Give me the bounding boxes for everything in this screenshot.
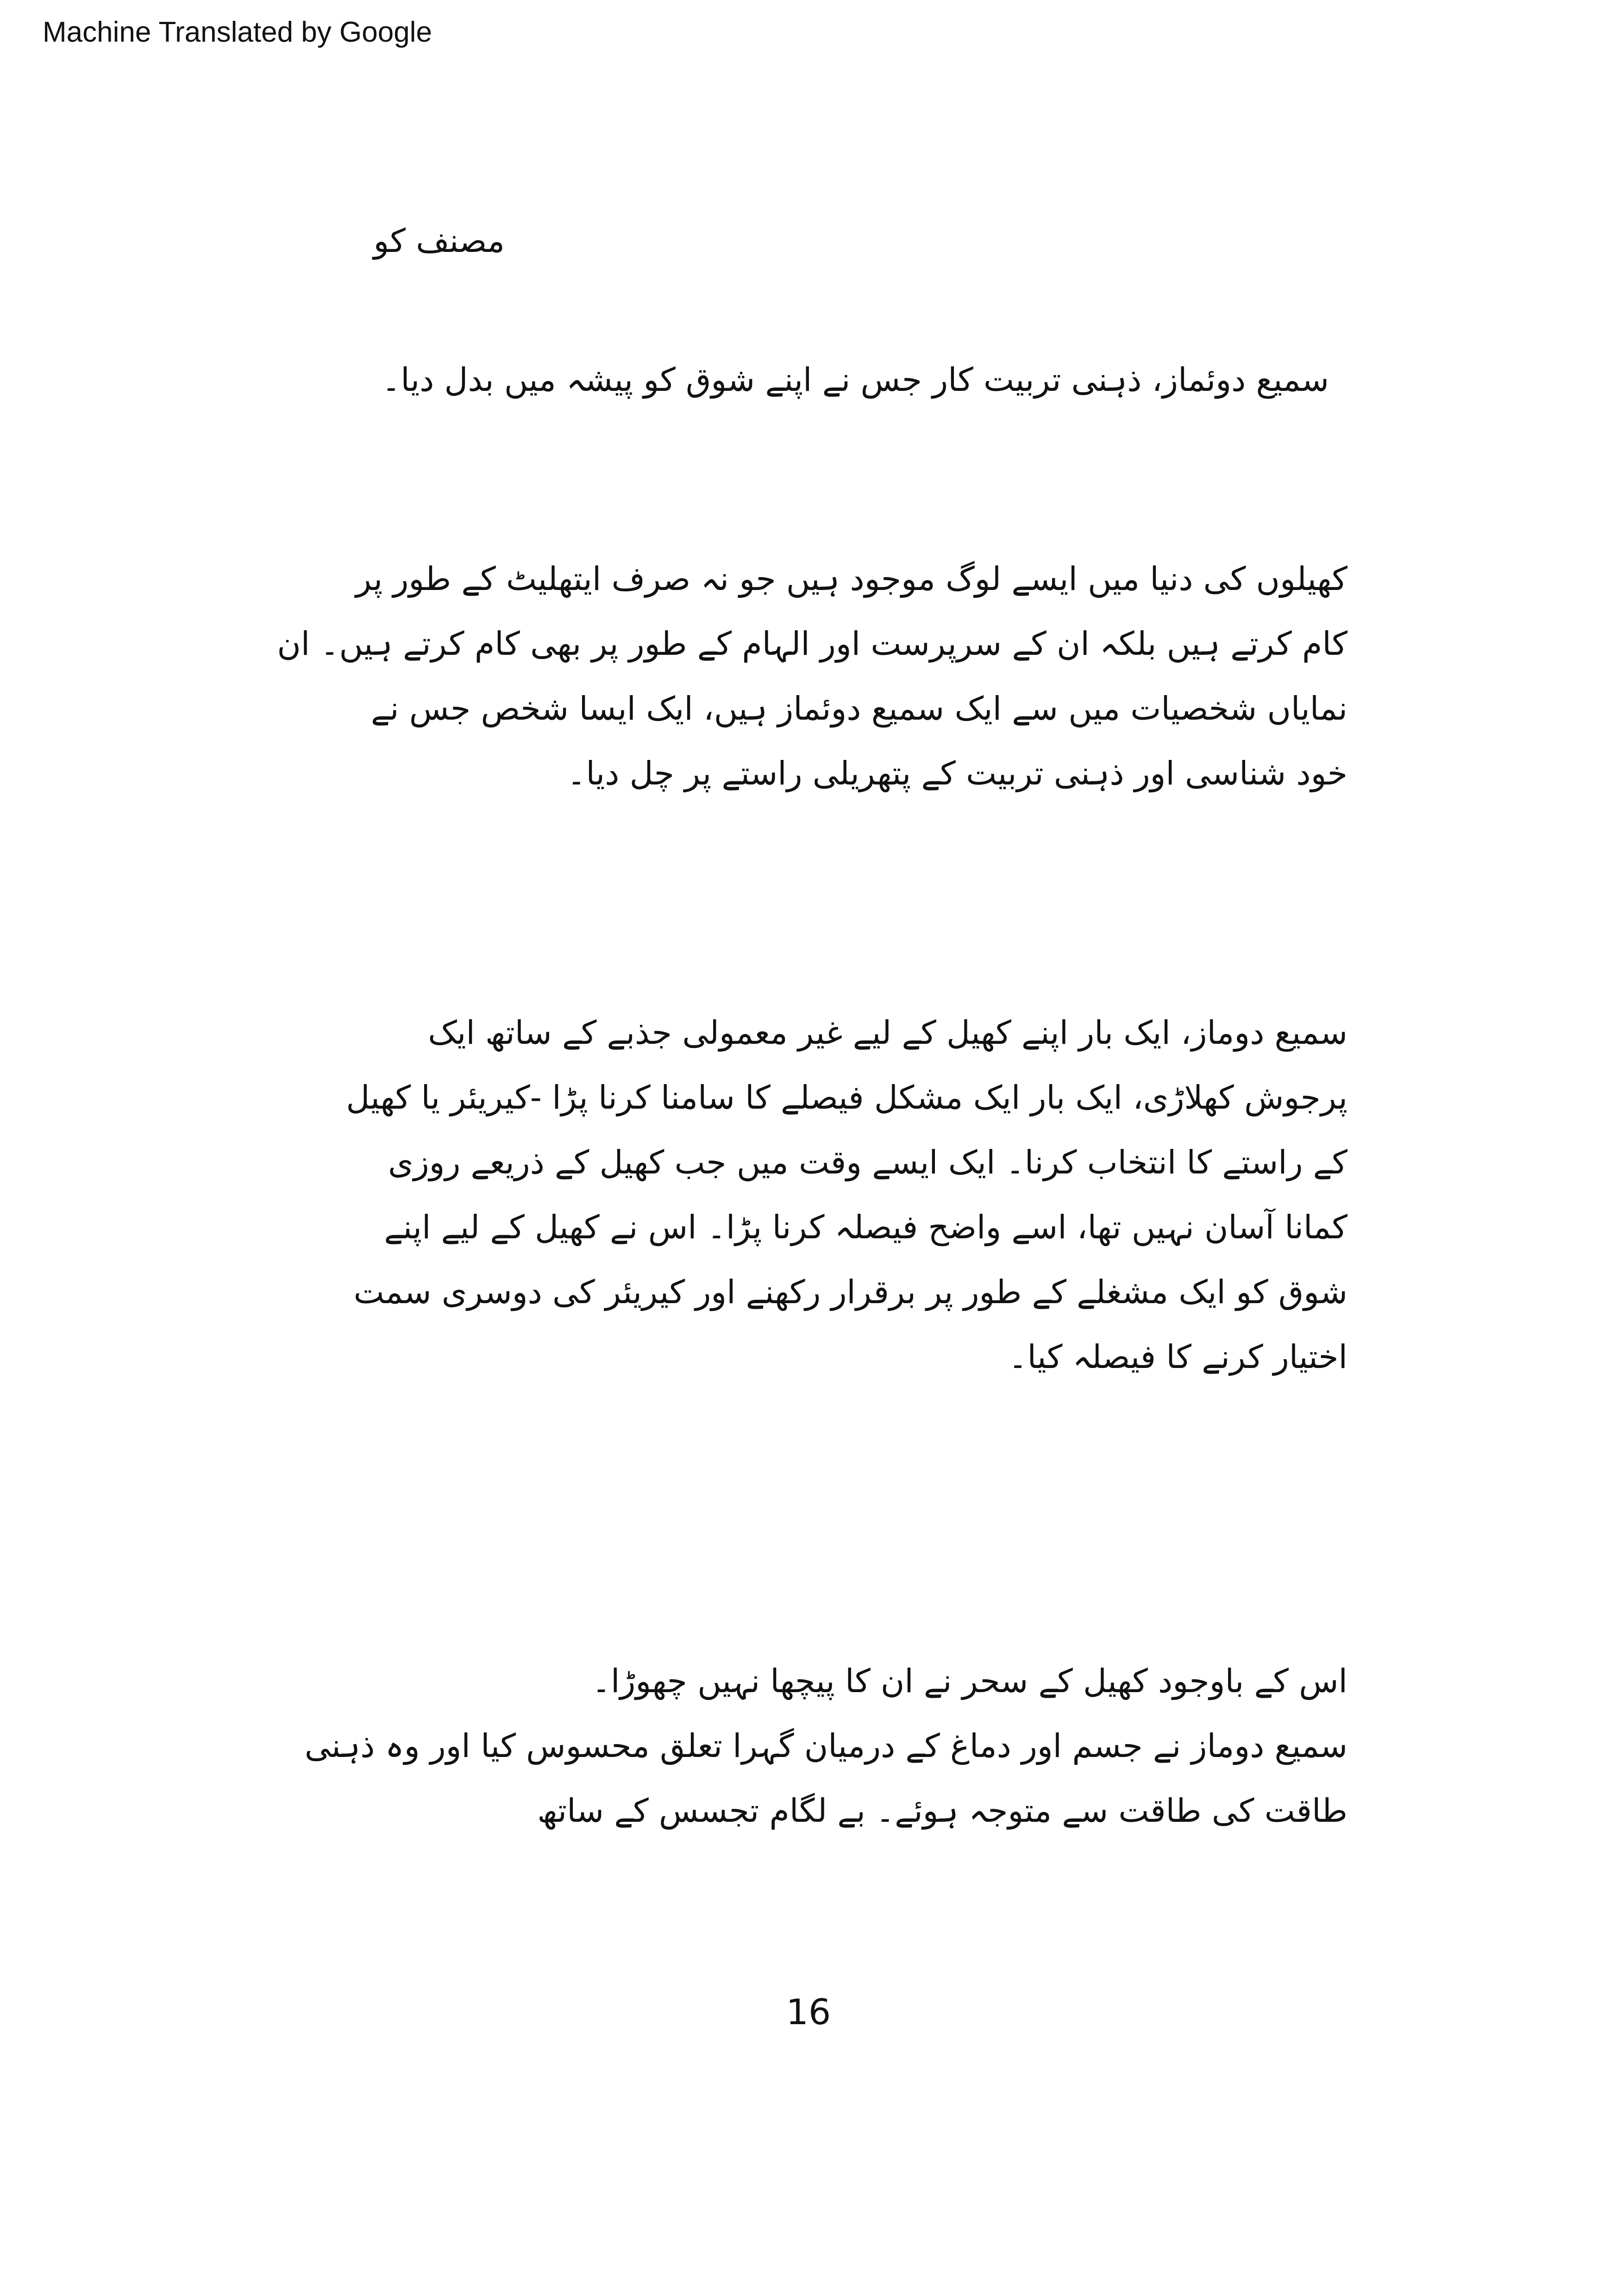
paragraph-line: نمایاں شخصیات میں سے ایک سمیع دوئماز ہیں، ایک ایسا شخص جس نے — [370, 690, 1348, 728]
paragraph-line: کمانا آسان نہیں تھا، اسے واضح فیصلہ کرنا پڑا۔ اس نے کھیل کے لیے اپنے — [384, 1208, 1348, 1246]
section-subtitle: سمیع دوئماز، ذہنی تربیت کار جس نے اپنے شوق کو پیشہ میں بدل دیا۔ — [382, 361, 1329, 399]
paragraph-introduction — [273, 546, 1348, 806]
paragraph-line: پرجوش کھلاڑی، ایک بار ایک مشکل فیصلے کا سامنا کرنا پڑا -کیریئر یا کھیل — [346, 1079, 1348, 1117]
paragraph-line: سمیع دوماز نے جسم اور دماغ کے درمیان گہرا تعلق محسوس کیا اور وہ ذہنی — [304, 1727, 1348, 1765]
paragraph-line: کام کرتے ہیں بلکہ ان کے سرپرست اور الہام کے طور پر بھی کام کرتے ہیں۔ ان — [277, 625, 1348, 663]
paragraph-career-decision — [273, 1000, 1348, 1389]
section-heading: مصنف کو — [373, 222, 505, 260]
paragraph-line: اس کے باوجود کھیل کے سحر نے ان کا پیچھا نہیں چھوڑا۔ — [591, 1662, 1348, 1700]
machine-translation-banner: Machine Translated by Google — [43, 16, 432, 48]
paragraph-mind-body — [273, 1649, 1348, 1843]
paragraph-line: کے راستے کا انتخاب کرنا۔ ایک ایسے وقت میں جب کھیل کے ذریعے روزی — [388, 1143, 1348, 1181]
paragraph-line: طاقت کی طاقت سے متوجہ ہوئے۔ بے لگام تجسس کے ساتھ — [537, 1792, 1348, 1830]
paragraph-line: شوق کو ایک مشغلے کے طور پر برقرار رکھنے اور کیریئر کی دوسری سمت — [353, 1273, 1348, 1311]
paragraph-line: خود شناسی اور ذہنی تربیت کے پتھریلی راستے پر چل دیا۔ — [567, 754, 1348, 792]
paragraph-line: سمیع دوماز، ایک بار اپنے کھیل کے لیے غیر معمولی جذبے کے ساتھ ایک — [428, 1014, 1348, 1052]
paragraph-line: اختیار کرنے کا فیصلہ کیا۔ — [1008, 1338, 1348, 1376]
page-number: 16 — [786, 1991, 831, 2033]
paragraph-line: کھیلوں کی دنیا میں ایسے لوگ موجود ہیں جو نہ صرف ایتھلیٹ کے طور پر — [356, 560, 1348, 598]
